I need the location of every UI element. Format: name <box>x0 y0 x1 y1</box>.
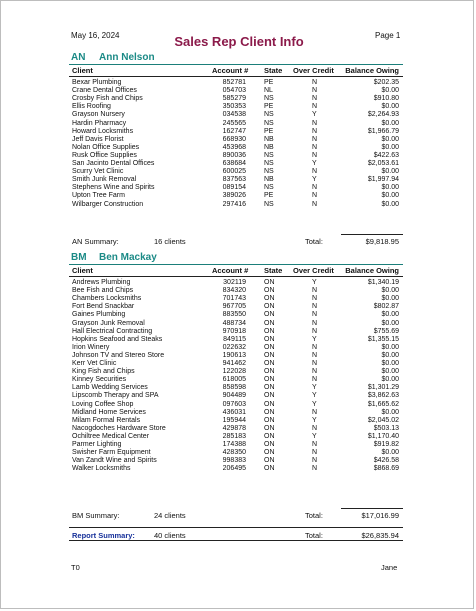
balance-owing: $2,264.93 <box>367 111 399 119</box>
state: NS <box>264 119 274 127</box>
report-title: Sales Rep Client Info <box>174 34 304 49</box>
over-credit: Y <box>312 392 317 400</box>
balance-owing: $0.00 <box>381 135 399 143</box>
state: ON <box>264 384 275 392</box>
state: ON <box>264 351 275 359</box>
over-credit: N <box>312 295 318 303</box>
table-row <box>69 344 403 352</box>
state: ON <box>264 287 275 295</box>
col-account: Account # <box>212 266 249 275</box>
table-row <box>69 320 403 328</box>
over-credit: N <box>312 87 318 95</box>
table-row <box>69 103 403 111</box>
balance-owing: $0.00 <box>381 87 399 95</box>
over-credit: N <box>312 192 318 200</box>
over-credit: N <box>312 457 318 465</box>
column-header-an <box>69 65 403 77</box>
client-name: Rusk Office Supplies <box>72 151 137 159</box>
report-summary <box>69 527 403 541</box>
client-name: Crane Dental Offices <box>72 87 137 95</box>
client-name: San Jacinto Dental Offices <box>72 160 155 167</box>
client-name: Howard Locksmiths <box>72 127 134 135</box>
client-name: Fort Bend Snackbar <box>72 303 135 311</box>
state: ON <box>264 408 275 416</box>
over-credit: Y <box>312 279 317 286</box>
client-name: Gaines Plumbing <box>72 311 126 319</box>
account-number: 089154 <box>222 184 246 192</box>
client-name: King Fish and Chips <box>72 368 135 376</box>
balance-owing: $868.69 <box>373 465 399 473</box>
summary-rule <box>341 508 403 509</box>
table-row <box>69 360 403 368</box>
balance-owing: $1,665.62 <box>367 400 399 408</box>
balance-owing: $0.00 <box>381 168 399 176</box>
account-number: 190613 <box>222 351 246 359</box>
balance-owing: $0.00 <box>381 143 399 151</box>
account-number: 174388 <box>222 441 246 448</box>
table-row <box>69 160 403 168</box>
balance-owing: $0.00 <box>381 360 399 367</box>
client-name: Andrews Plumbing <box>72 279 131 286</box>
over-credit: N <box>312 103 318 111</box>
over-credit: N <box>312 319 318 327</box>
state: ON <box>264 441 275 448</box>
over-credit: Y <box>312 432 317 440</box>
table-row <box>69 328 403 336</box>
client-name: Parmer Lighting <box>72 441 122 448</box>
client-name: Bexar Plumbing <box>72 79 122 86</box>
client-name: Grayson Nursery <box>72 111 125 119</box>
over-credit: N <box>312 135 318 143</box>
summary-label: AN Summary: <box>72 237 119 246</box>
table-row <box>69 311 403 319</box>
state: ON <box>264 432 275 440</box>
footer-right: Jane <box>381 563 398 572</box>
account-number: 429878 <box>222 424 246 432</box>
state: ON <box>264 400 275 408</box>
state: ON <box>264 368 275 376</box>
state: ON <box>264 303 275 311</box>
over-credit: Y <box>312 335 317 343</box>
table-row <box>69 417 403 425</box>
table-row <box>69 87 403 95</box>
table-row <box>69 152 403 160</box>
account-number: 837563 <box>222 176 246 184</box>
balance-owing: $1,997.94 <box>367 176 399 184</box>
col-account: Account # <box>212 66 249 75</box>
client-name: Lamb Wedding Services <box>72 384 148 392</box>
report-summary-count: 40 clients <box>154 531 186 540</box>
table-row <box>69 184 403 192</box>
state: ON <box>264 360 275 367</box>
table-row <box>69 136 403 144</box>
account-number: 638684 <box>222 160 246 167</box>
balance-owing: $755.69 <box>373 327 399 335</box>
table-row <box>69 79 403 87</box>
over-credit: N <box>312 311 318 319</box>
account-number: 389026 <box>222 192 246 200</box>
table-row <box>69 433 403 441</box>
account-number: 350353 <box>222 103 246 111</box>
over-credit: N <box>312 184 318 192</box>
balance-owing: $2,053.61 <box>367 160 399 167</box>
account-number: 883550 <box>222 311 246 319</box>
balance-owing: $0.00 <box>381 184 399 192</box>
state: ON <box>264 279 275 286</box>
state: NS <box>264 160 274 167</box>
table-row <box>69 120 403 128</box>
table-row <box>69 384 403 392</box>
table-row <box>69 465 403 473</box>
balance-owing: $0.00 <box>381 287 399 295</box>
account-number: 162747 <box>222 127 246 135</box>
client-name: Bee Fish and Chips <box>72 287 134 295</box>
client-name: Hall Electrical Contracting <box>72 327 153 335</box>
account-number: 122028 <box>222 368 246 376</box>
balance-owing: $0.00 <box>381 449 399 457</box>
client-name: Jeff Davis Florist <box>72 135 124 143</box>
table-row <box>69 368 403 376</box>
balance-owing: $802.87 <box>373 303 399 311</box>
table-row <box>69 144 403 152</box>
col-client: Client <box>72 66 93 75</box>
account-number: 701743 <box>222 295 246 303</box>
table-row <box>69 376 403 384</box>
account-number: 600025 <box>222 168 246 176</box>
over-credit: N <box>312 368 318 376</box>
account-number: 849115 <box>223 335 246 343</box>
account-number: 436031 <box>222 408 246 416</box>
client-name: Irion Winery <box>72 343 110 351</box>
balance-owing: $426.58 <box>373 457 399 465</box>
account-number: 834320 <box>222 287 246 295</box>
over-credit: N <box>312 424 318 432</box>
account-number: 302119 <box>223 279 246 286</box>
over-credit: N <box>312 449 318 457</box>
state: NS <box>264 200 274 208</box>
table-row <box>69 279 403 287</box>
state: ON <box>264 343 275 351</box>
account-number: 852781 <box>222 79 246 86</box>
over-credit: Y <box>312 160 317 167</box>
balance-owing: $1,170.40 <box>367 432 399 440</box>
over-credit: N <box>312 408 318 416</box>
table-row <box>69 192 403 200</box>
account-number: 097603 <box>222 400 246 408</box>
summary-total-label: Total: <box>305 511 323 520</box>
over-credit: Y <box>312 416 317 424</box>
table-row <box>69 457 403 465</box>
over-credit: N <box>312 441 318 448</box>
over-credit: N <box>312 200 318 208</box>
balance-owing: $503.13 <box>373 424 399 432</box>
col-client: Client <box>72 266 93 275</box>
over-credit: Y <box>312 384 317 392</box>
state: NS <box>264 168 274 176</box>
account-number: 488734 <box>222 319 246 327</box>
state: NB <box>264 143 274 151</box>
account-number: 022632 <box>222 343 246 351</box>
table-row <box>69 336 403 344</box>
account-number: 618005 <box>222 376 246 384</box>
over-credit: Y <box>312 111 317 119</box>
account-number: 428350 <box>222 449 246 457</box>
over-credit: N <box>312 343 318 351</box>
client-name: Hardin Pharmacy <box>72 119 127 127</box>
state: ON <box>264 457 275 465</box>
col-over-credit: Over Credit <box>293 66 334 75</box>
group-summary-bm <box>69 511 403 521</box>
table-row <box>69 352 403 360</box>
state: ON <box>264 416 275 424</box>
account-number: 585279 <box>222 95 246 103</box>
balance-owing: $0.00 <box>381 408 399 416</box>
state: ON <box>264 319 275 327</box>
balance-owing: $0.00 <box>381 368 399 376</box>
client-name: Lipscomb Therapy and SPA <box>72 392 159 400</box>
footer-left: T0 <box>71 563 80 572</box>
state: PE <box>264 79 274 86</box>
account-number: 967705 <box>222 303 246 311</box>
balance-owing: $202.35 <box>373 79 399 86</box>
state: ON <box>264 449 275 457</box>
over-credit: N <box>312 79 318 86</box>
account-number: 054703 <box>222 87 246 95</box>
over-credit: N <box>312 143 318 151</box>
balance-owing: $919.82 <box>373 441 399 448</box>
balance-owing: $0.00 <box>381 192 399 200</box>
over-credit: N <box>312 303 318 311</box>
report-summary-label: Report Summary: <box>72 531 135 540</box>
balance-owing: $0.00 <box>381 319 399 327</box>
state: ON <box>264 327 275 335</box>
summary-rule <box>341 234 403 235</box>
state: ON <box>264 335 275 343</box>
balance-owing: $1,301.29 <box>367 384 399 392</box>
account-number: 285183 <box>222 432 246 440</box>
report-date: May 16, 2024 <box>71 31 120 40</box>
client-name: Ellis Roofing <box>72 103 111 111</box>
over-credit: N <box>312 465 318 473</box>
summary-count: 24 clients <box>154 511 186 520</box>
account-number: 998383 <box>222 457 246 465</box>
balance-owing: $0.00 <box>381 295 399 303</box>
account-number: 297416 <box>222 200 246 208</box>
client-name: Grayson Junk Removal <box>72 319 145 327</box>
balance-owing: $3,862.63 <box>367 392 399 400</box>
table-row <box>69 409 403 417</box>
summary-total: $9,818.95 <box>365 237 399 246</box>
table-row <box>69 303 403 311</box>
balance-owing: $0.00 <box>381 200 399 208</box>
group-summary-an <box>69 237 403 247</box>
table-row <box>69 128 403 136</box>
account-number: 941462 <box>222 360 246 367</box>
state: NB <box>264 135 274 143</box>
state: ON <box>264 376 275 384</box>
client-name: Kinney Securities <box>72 376 127 384</box>
col-balance: Balance Owing <box>345 266 399 275</box>
table-row <box>69 201 403 209</box>
client-name: Chambers Locksmiths <box>72 295 142 303</box>
group-header-an <box>69 51 403 65</box>
over-credit: N <box>312 119 318 127</box>
rep-code: BM <box>71 252 87 263</box>
account-number: 890036 <box>222 151 246 159</box>
balance-owing: $1,966.79 <box>367 127 399 135</box>
client-name: Kerr Vet Clinic <box>72 360 117 367</box>
account-number: 970918 <box>222 327 246 335</box>
table-row <box>69 449 403 457</box>
client-name: Smith Junk Removal <box>72 176 137 184</box>
client-name: Hopkins Seafood and Steaks <box>72 335 163 343</box>
table-row <box>69 111 403 119</box>
table-row <box>69 392 403 400</box>
balance-owing: $1,355.15 <box>367 335 399 343</box>
rep-name: Ann Nelson <box>99 52 155 63</box>
over-credit: N <box>312 287 318 295</box>
over-credit: N <box>312 360 318 367</box>
account-number: 453968 <box>222 143 246 151</box>
balance-owing: $910.80 <box>373 95 399 103</box>
state: NS <box>264 111 274 119</box>
client-name: Stephens Wine and Spirits <box>72 184 155 192</box>
balance-owing: $0.00 <box>381 103 399 111</box>
state: NB <box>264 176 274 184</box>
client-name: Walker Locksmiths <box>72 465 131 473</box>
state: ON <box>264 295 275 303</box>
client-name: Scurry Vet Clinic <box>72 168 124 176</box>
table-row <box>69 425 403 433</box>
account-number: 858598 <box>222 384 246 392</box>
summary-label: BM Summary: <box>72 511 120 520</box>
table-row <box>69 441 403 449</box>
client-name: Nolan Office Supplies <box>72 143 140 151</box>
table-row <box>69 95 403 103</box>
col-state: State <box>264 66 283 75</box>
state: PE <box>264 127 274 135</box>
column-header-bm <box>69 265 403 277</box>
table-row <box>69 168 403 176</box>
state: ON <box>264 465 275 473</box>
balance-owing: $0.00 <box>381 351 399 359</box>
client-name: Loving Coffee Shop <box>72 400 134 408</box>
balance-owing: $422.63 <box>373 151 399 159</box>
state: NL <box>264 87 273 95</box>
account-number: 668930 <box>222 135 246 143</box>
col-balance: Balance Owing <box>345 66 399 75</box>
rep-code: AN <box>71 52 86 63</box>
col-over-credit: Over Credit <box>293 266 334 275</box>
balance-owing: $0.00 <box>381 311 399 319</box>
summary-total-label: Total: <box>305 237 323 246</box>
table-row <box>69 287 403 295</box>
table-row <box>69 295 403 303</box>
state: NS <box>264 151 274 159</box>
over-credit: N <box>312 327 318 335</box>
client-name: Swisher Farm Equipment <box>72 449 151 457</box>
over-credit: N <box>312 168 318 176</box>
balance-owing: $0.00 <box>381 376 399 384</box>
state: PE <box>264 103 274 111</box>
report-summary-total-label: Total: <box>305 531 323 540</box>
over-credit: Y <box>312 176 317 184</box>
client-name: Crosby Fish and Chips <box>72 95 143 103</box>
group-header-bm <box>69 251 403 265</box>
summary-count: 16 clients <box>154 237 186 246</box>
state: ON <box>264 392 275 400</box>
balance-owing: $0.00 <box>381 343 399 351</box>
account-number: 904489 <box>222 392 246 400</box>
over-credit: Y <box>312 400 317 408</box>
client-name: Midland Home Services <box>72 408 146 416</box>
state: ON <box>264 424 275 432</box>
over-credit: N <box>312 151 318 159</box>
account-number: 195944 <box>222 416 246 424</box>
client-name: Milam Formal Rentals <box>72 416 141 424</box>
client-name: Wilbarger Construction <box>72 200 144 208</box>
balance-owing: $0.00 <box>381 119 399 127</box>
account-number: 245565 <box>222 119 246 127</box>
over-credit: N <box>312 127 318 135</box>
over-credit: N <box>312 351 318 359</box>
table-row <box>69 401 403 409</box>
state: ON <box>264 311 275 319</box>
col-state: State <box>264 266 283 275</box>
client-name: Upton Tree Farm <box>72 192 125 200</box>
state: PE <box>264 192 274 200</box>
balance-owing: $1,340.19 <box>367 279 399 286</box>
over-credit: N <box>312 376 318 384</box>
summary-total: $17,016.99 <box>361 511 399 520</box>
client-name: Ochiltree Medical Center <box>72 432 150 440</box>
state: NS <box>264 95 274 103</box>
client-name: Van Zandt Wine and Spirits <box>72 457 157 465</box>
over-credit: N <box>312 95 318 103</box>
report-summary-total: $26,835.94 <box>361 531 399 540</box>
rep-name: Ben Mackay <box>99 252 157 263</box>
client-name: Nacogdoches Hardware Store <box>72 424 166 432</box>
account-number: 206495 <box>222 465 246 473</box>
balance-owing: $2,045.02 <box>367 416 399 424</box>
account-number: 034538 <box>222 111 246 119</box>
state: NS <box>264 184 274 192</box>
table-row <box>69 176 403 184</box>
page-number: Page 1 <box>375 31 401 40</box>
client-name: Johnson TV and Stereo Store <box>72 351 165 359</box>
